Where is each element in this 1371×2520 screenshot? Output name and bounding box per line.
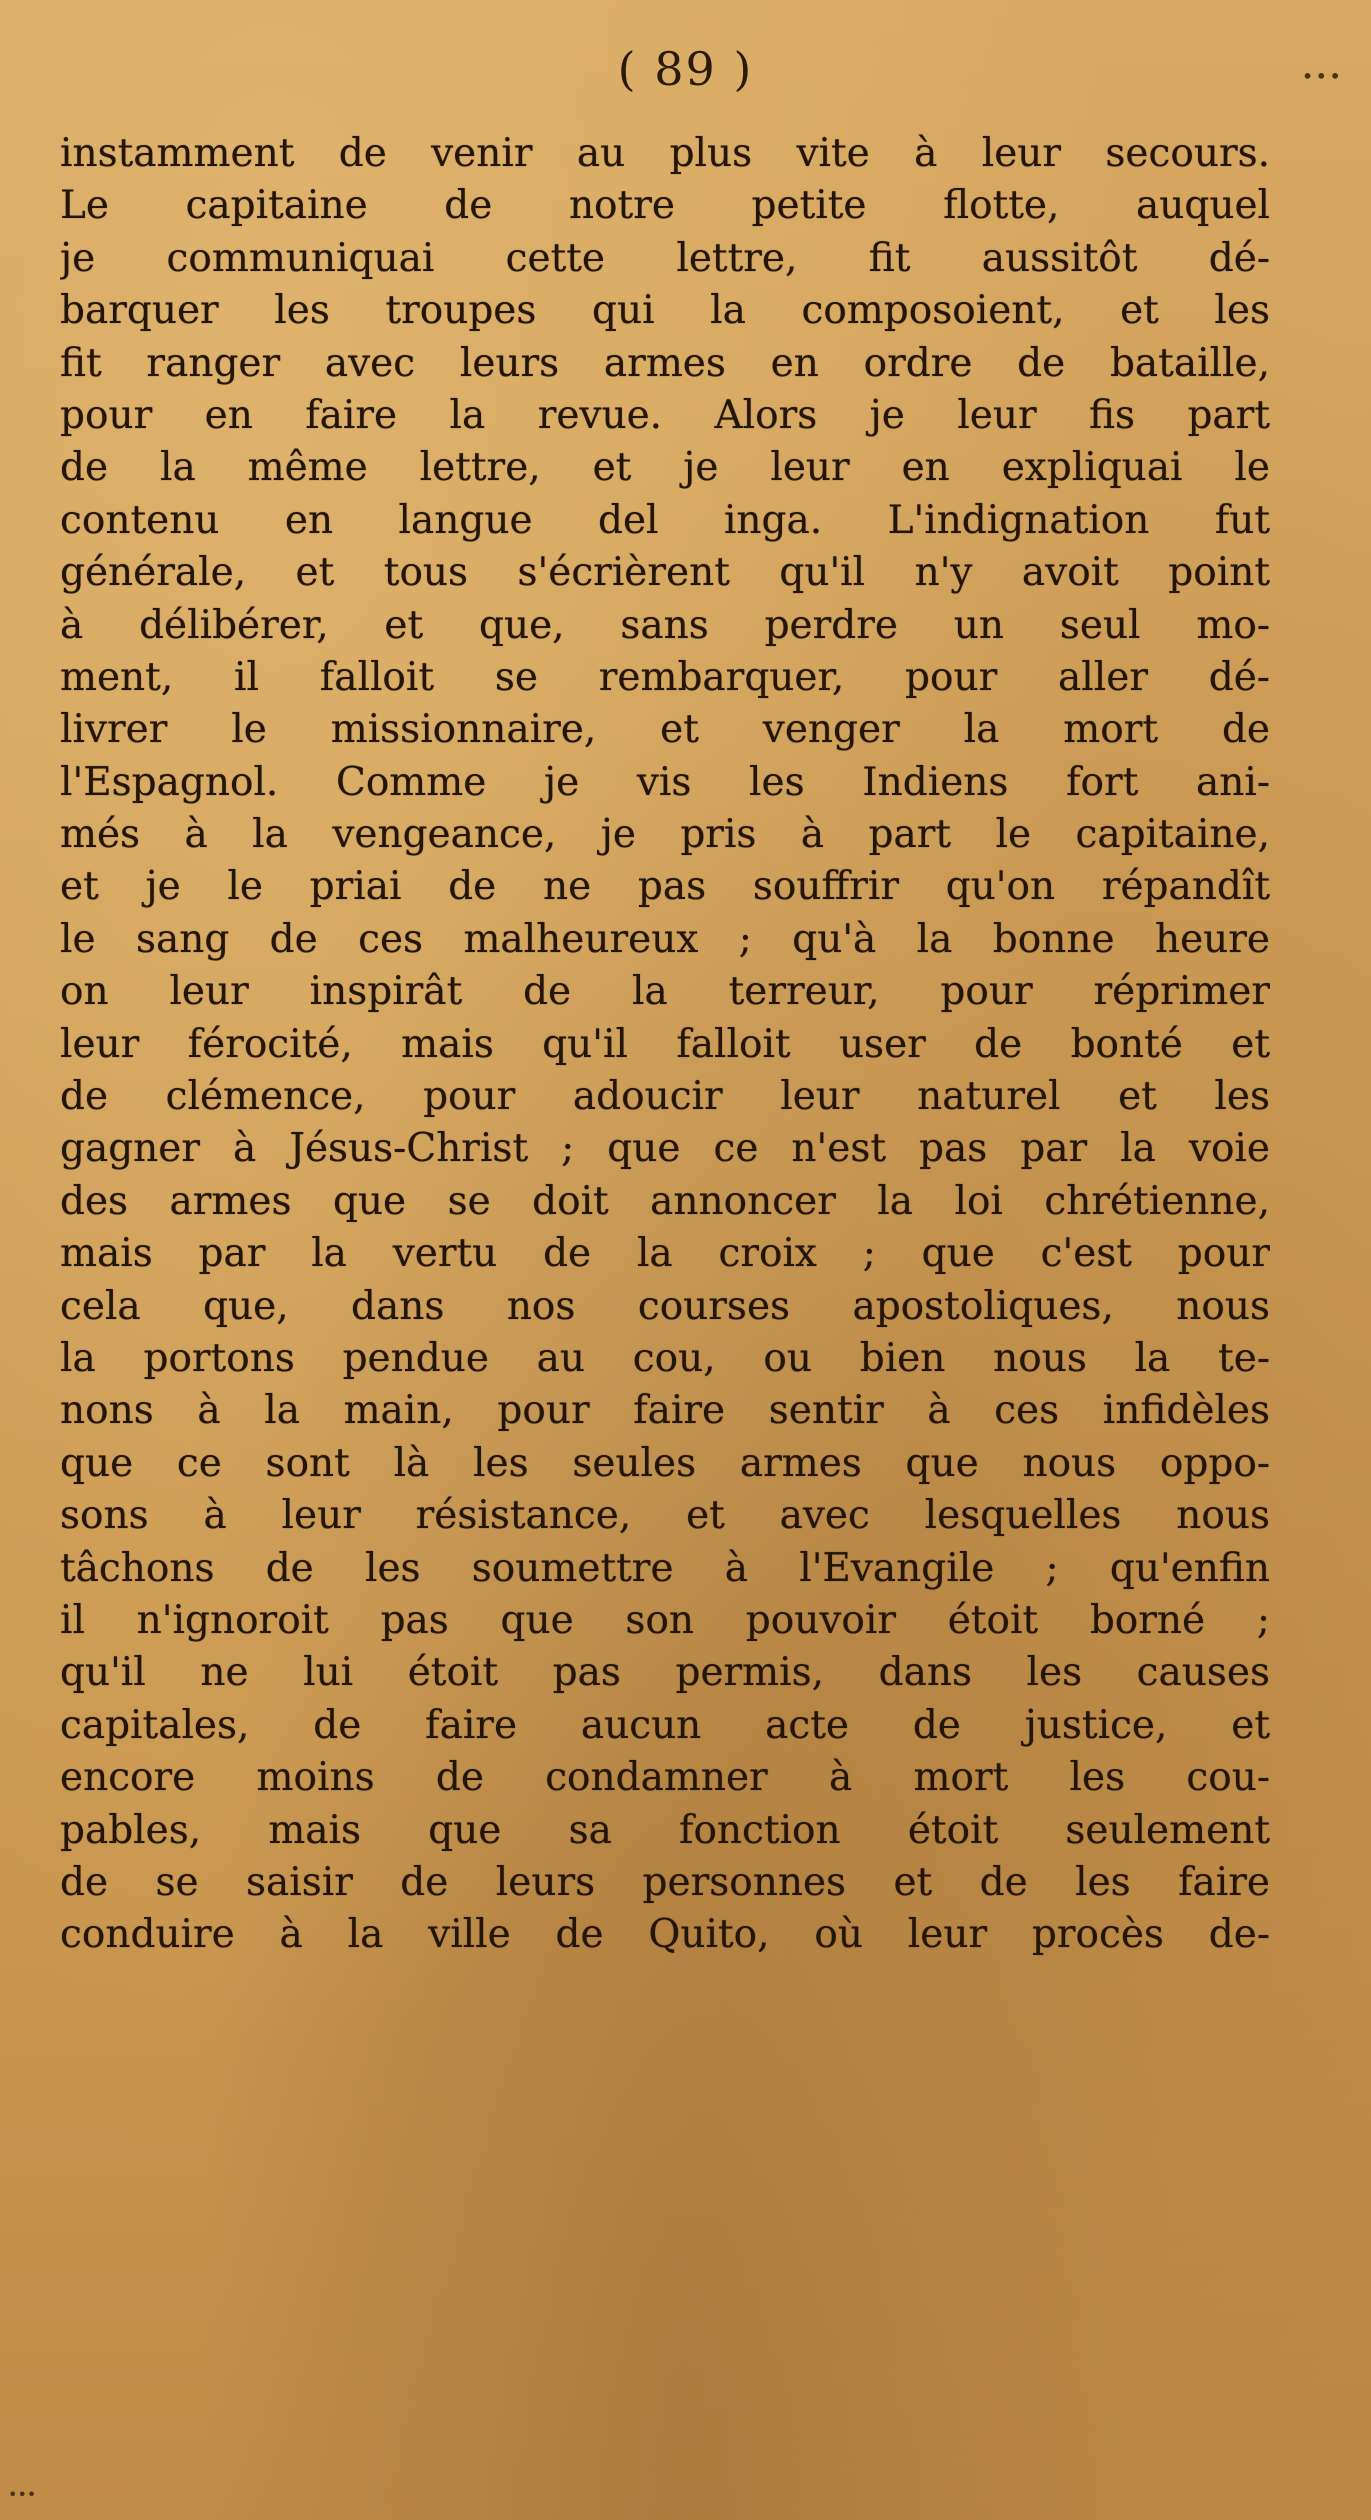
text-line: encore moins de condamner à mort les cou- xyxy=(60,1755,1270,1801)
text-line: la portons pendue au cou, ou bien nous la te- xyxy=(60,1335,1270,1381)
text-line: que ce sont là les seules armes que nous oppo- xyxy=(60,1440,1270,1486)
text-line: leur férocité, mais qu'il falloit user de bonté et xyxy=(60,1021,1270,1067)
text-line: je communiquai cette lettre, fit aussitôt dé- xyxy=(60,235,1270,281)
text-line: capitales, de faire aucun acte de justice, et xyxy=(60,1702,1270,1748)
text-line: et je le priai de ne pas souffrir qu'on répandît xyxy=(60,864,1270,910)
text-line: on leur inspirât de la terreur, pour réprimer xyxy=(60,969,1270,1015)
corner-marks: ••• xyxy=(1301,64,1343,88)
text-line: conduire à la ville de Quito, où leur procès de- xyxy=(60,1912,1270,1958)
page-number: ( 89 ) xyxy=(617,42,754,96)
text-line: le sang de ces malheureux ; qu'à la bonne heure xyxy=(60,916,1270,962)
text-line: mais par la vertu de la croix ; que c'est pour xyxy=(60,1231,1270,1277)
text-line: ment, il falloit se rembarquer, pour aller dé- xyxy=(60,654,1270,700)
text-line: à délibérer, et que, sans perdre un seul mo- xyxy=(60,602,1270,648)
bottom-marks: ••• xyxy=(8,2485,37,2504)
text-line: tâchons de les soumettre à l'Evangile ; qu'enfin xyxy=(60,1545,1270,1591)
text-line: Le capitaine de notre petite flotte, auquel xyxy=(60,183,1270,229)
text-line: l'Espagnol. Comme je vis les Indiens fort ani- xyxy=(60,759,1270,805)
text-line: il n'ignoroit pas que son pouvoir étoit borné ; xyxy=(60,1597,1270,1643)
text-line: livrer le missionnaire, et venger la mort de xyxy=(60,707,1270,753)
text-line: qu'il ne lui étoit pas permis, dans les causes xyxy=(60,1650,1270,1696)
text-line: sons à leur résistance, et avec lesquelles nous xyxy=(60,1493,1270,1539)
text-line: nons à la main, pour faire sentir à ces infidèles xyxy=(60,1388,1270,1434)
text-line: de clémence, pour adoucir leur naturel et les xyxy=(60,1074,1270,1120)
text-line: pables, mais que sa fonction étoit seulement xyxy=(60,1807,1270,1853)
text-line: barquer les troupes qui la composoient, et les xyxy=(60,288,1270,334)
text-line: fit ranger avec leurs armes en ordre de bataille, xyxy=(60,340,1270,386)
text-line: més à la vengeance, je pris à part le capitaine, xyxy=(60,812,1270,858)
text-line: pour en faire la revue. Alors je leur fis part xyxy=(60,392,1270,438)
body-text xyxy=(60,128,1270,1962)
text-line: des armes que se doit annoncer la loi chrétienne, xyxy=(60,1178,1270,1224)
text-line: générale, et tous s'écrièrent qu'il n'y avoit point xyxy=(60,550,1270,596)
text-line: gagner à Jésus-Christ ; que ce n'est pas par la voie xyxy=(60,1126,1270,1172)
text-line: cela que, dans nos courses apostoliques, nous xyxy=(60,1283,1270,1329)
text-line: instamment de venir au plus vite à leur secours. xyxy=(60,131,1270,176)
text-line: de la même lettre, et je leur en expliquai le xyxy=(60,445,1270,491)
text-line: contenu en langue del inga. L'indignation fut xyxy=(60,497,1270,543)
text-line: de se saisir de leurs personnes et de les faire xyxy=(60,1859,1270,1905)
